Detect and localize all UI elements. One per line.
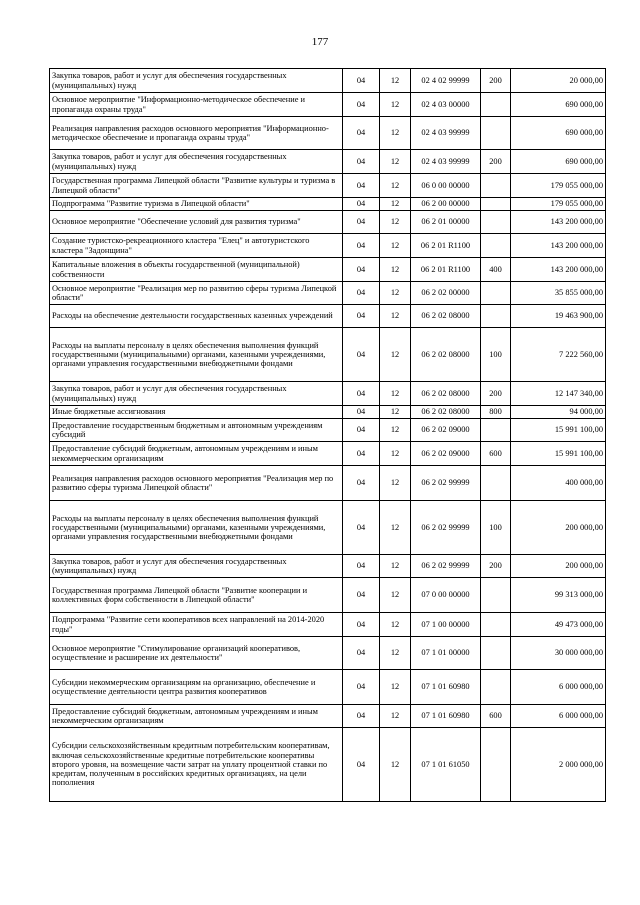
table-row: [50, 406, 606, 419]
row-subsection: 12: [380, 258, 411, 282]
row-name: Иные бюджетные ассигнования: [50, 406, 343, 419]
row-name: Расходы на обеспечение деятельности государственных казенных учреждений: [50, 305, 343, 328]
row-target-article: 07 0 00 00000: [411, 578, 481, 613]
row-name: Основное мероприятие "Информационно-методическое обеспечение и пропаганда охраны труда": [50, 93, 343, 117]
row-amount: 143 200 000,00: [511, 211, 606, 234]
row-name: Создание туристско-рекреационного кластера "Елец" и автотуристского кластера "Задонщина": [50, 234, 343, 258]
row-expense-type: [481, 282, 511, 305]
row-ved: 04: [343, 406, 380, 419]
row-target-article: 06 2 02 08000: [411, 328, 481, 382]
row-subsection: 12: [380, 466, 411, 501]
row-expense-type: 200: [481, 382, 511, 406]
row-target-article: 06 2 01 R1100: [411, 234, 481, 258]
row-subsection: 12: [380, 637, 411, 670]
row-amount: 15 991 100,00: [511, 442, 606, 466]
row-expense-type: 200: [481, 150, 511, 174]
row-name: Основное мероприятие "Реализация мер по развитию сферы туризма Липецкой области": [50, 282, 343, 305]
row-ved: 04: [343, 282, 380, 305]
row-subsection: 12: [380, 670, 411, 705]
row-expense-type: 600: [481, 442, 511, 466]
row-subsection: 12: [380, 555, 411, 578]
row-ved: 04: [343, 69, 380, 93]
table-row: [50, 637, 606, 670]
row-name: Реализация направления расходов основного мероприятия "Реализация мер по развитию сферы туризма Липецкой области": [50, 466, 343, 501]
row-ved: 04: [343, 501, 380, 555]
row-subsection: 12: [380, 728, 411, 802]
row-amount: 15 991 100,00: [511, 419, 606, 442]
table-row: [50, 728, 606, 802]
table-row: [50, 419, 606, 442]
row-target-article: 07 1 01 00000: [411, 637, 481, 670]
row-name: Предоставление государственным бюджетным и автономным учреждениям субсидий: [50, 419, 343, 442]
row-amount: 200 000,00: [511, 501, 606, 555]
row-name: Субсидии сельскохозяйственным кредитным потребительским кооперативам, включая сельскохозяйственные кредитные потребительские кооперативы второго уровня, на возмещение части затрат на уплату процентной ставки по кредитам, полученным в российских кредитных организациях, на цели пополнения: [50, 728, 343, 802]
row-ved: 04: [343, 442, 380, 466]
row-amount: 179 055 000,00: [511, 174, 606, 198]
row-target-article: 06 2 01 R1100: [411, 258, 481, 282]
table-row: [50, 211, 606, 234]
table-row: [50, 117, 606, 150]
table-row: [50, 613, 606, 637]
row-expense-type: [481, 578, 511, 613]
row-ved: 04: [343, 613, 380, 637]
row-subsection: 12: [380, 578, 411, 613]
row-expense-type: 200: [481, 555, 511, 578]
row-target-article: 06 2 02 09000: [411, 442, 481, 466]
row-ved: 04: [343, 328, 380, 382]
row-expense-type: 600: [481, 705, 511, 728]
row-subsection: 12: [380, 305, 411, 328]
row-ved: 04: [343, 705, 380, 728]
row-amount: 143 200 000,00: [511, 234, 606, 258]
row-ved: 04: [343, 305, 380, 328]
row-name: Основное мероприятие "Стимулирование организаций кооперативов, осуществление и расширение их деятельности": [50, 637, 343, 670]
row-name: Закупка товаров, работ и услуг для обеспечения государственных (муниципальных) нужд: [50, 555, 343, 578]
row-subsection: 12: [380, 69, 411, 93]
table-row: [50, 174, 606, 198]
row-target-article: 07 1 00 00000: [411, 613, 481, 637]
row-target-article: 02 4 03 00000: [411, 93, 481, 117]
row-target-article: 06 2 02 99999: [411, 555, 481, 578]
row-subsection: 12: [380, 234, 411, 258]
table-row: [50, 382, 606, 406]
row-ved: 04: [343, 419, 380, 442]
row-subsection: 12: [380, 93, 411, 117]
row-target-article: 06 2 02 08000: [411, 305, 481, 328]
row-ved: 04: [343, 637, 380, 670]
row-expense-type: [481, 728, 511, 802]
row-subsection: 12: [380, 406, 411, 419]
row-target-article: 02 4 03 99999: [411, 150, 481, 174]
row-target-article: 06 2 01 00000: [411, 211, 481, 234]
row-subsection: 12: [380, 442, 411, 466]
row-amount: 400 000,00: [511, 466, 606, 501]
row-ved: 04: [343, 670, 380, 705]
table-row: [50, 258, 606, 282]
row-amount: 179 055 000,00: [511, 198, 606, 211]
row-amount: 6 000 000,00: [511, 705, 606, 728]
row-amount: 99 313 000,00: [511, 578, 606, 613]
row-expense-type: [481, 174, 511, 198]
table-row: [50, 555, 606, 578]
row-ved: 04: [343, 211, 380, 234]
row-amount: 20 000,00: [511, 69, 606, 93]
row-target-article: 06 2 02 99999: [411, 501, 481, 555]
row-expense-type: [481, 211, 511, 234]
row-expense-type: 800: [481, 406, 511, 419]
row-ved: 04: [343, 117, 380, 150]
row-ved: 04: [343, 258, 380, 282]
row-ved: 04: [343, 150, 380, 174]
row-target-article: 06 2 02 09000: [411, 419, 481, 442]
table-body: [50, 69, 606, 802]
row-subsection: 12: [380, 501, 411, 555]
table-row: [50, 93, 606, 117]
row-amount: 12 147 340,00: [511, 382, 606, 406]
row-expense-type: [481, 419, 511, 442]
row-subsection: 12: [380, 282, 411, 305]
table-row: [50, 234, 606, 258]
row-amount: 690 000,00: [511, 150, 606, 174]
row-expense-type: 400: [481, 258, 511, 282]
row-amount: 30 000 000,00: [511, 637, 606, 670]
table-row: [50, 150, 606, 174]
row-expense-type: [481, 234, 511, 258]
row-name: Основное мероприятие "Обеспечение условий для развития туризма": [50, 211, 343, 234]
row-subsection: 12: [380, 328, 411, 382]
row-subsection: 12: [380, 382, 411, 406]
row-expense-type: 100: [481, 501, 511, 555]
table-row: [50, 305, 606, 328]
row-target-article: 07 1 01 60980: [411, 705, 481, 728]
row-name: Субсидии некоммерческим организациям на организацию, обеспечение и осуществление деятельности центра развития кооперативов: [50, 670, 343, 705]
row-subsection: 12: [380, 705, 411, 728]
row-ved: 04: [343, 578, 380, 613]
row-name: Расходы на выплаты персоналу в целях обеспечения выполнения функций государственными (муниципальными) органами, казенными учреждениями, органами управления государственными внебюджетными фондами: [50, 501, 343, 555]
row-expense-type: [481, 117, 511, 150]
table-row: [50, 705, 606, 728]
row-amount: 690 000,00: [511, 117, 606, 150]
row-target-article: 06 2 02 08000: [411, 382, 481, 406]
row-ved: 04: [343, 198, 380, 211]
table-row: [50, 282, 606, 305]
row-subsection: 12: [380, 613, 411, 637]
row-amount: 49 473 000,00: [511, 613, 606, 637]
table-row: [50, 69, 606, 93]
row-name: Предоставление субсидий бюджетным, автономным учреждениям и иным некоммерческим организациям: [50, 442, 343, 466]
table-row: [50, 442, 606, 466]
row-target-article: 06 0 00 00000: [411, 174, 481, 198]
table-row: [50, 501, 606, 555]
budget-table: [49, 68, 606, 802]
row-name: Подпрограмма "Развитие туризма в Липецкой области": [50, 198, 343, 211]
row-target-article: 06 2 02 99999: [411, 466, 481, 501]
table-row: [50, 198, 606, 211]
row-amount: 690 000,00: [511, 93, 606, 117]
row-ved: 04: [343, 234, 380, 258]
table-row: [50, 466, 606, 501]
row-expense-type: [481, 305, 511, 328]
row-name: Расходы на выплаты персоналу в целях обеспечения выполнения функций государственными (муниципальными) органами, казенными учреждениями, органами управления государственными внебюджетными фондами: [50, 328, 343, 382]
row-ved: 04: [343, 466, 380, 501]
row-expense-type: [481, 466, 511, 501]
row-amount: 2 000 000,00: [511, 728, 606, 802]
row-name: Капитальные вложения в объекты государственной (муниципальной) собственности: [50, 258, 343, 282]
row-subsection: 12: [380, 211, 411, 234]
row-amount: 143 200 000,00: [511, 258, 606, 282]
row-amount: 7 222 560,00: [511, 328, 606, 382]
row-amount: 94 000,00: [511, 406, 606, 419]
row-ved: 04: [343, 174, 380, 198]
row-subsection: 12: [380, 174, 411, 198]
row-target-article: 02 4 03 99999: [411, 117, 481, 150]
row-amount: 200 000,00: [511, 555, 606, 578]
row-amount: 6 000 000,00: [511, 670, 606, 705]
row-target-article: 02 4 02 99999: [411, 69, 481, 93]
row-name: Закупка товаров, работ и услуг для обеспечения государственных (муниципальных) нужд: [50, 150, 343, 174]
row-expense-type: 100: [481, 328, 511, 382]
table-row: [50, 670, 606, 705]
table-row: [50, 578, 606, 613]
row-target-article: 07 1 01 61050: [411, 728, 481, 802]
row-name: Закупка товаров, работ и услуг для обеспечения государственных (муниципальных) нужд: [50, 382, 343, 406]
row-expense-type: [481, 637, 511, 670]
row-name: Предоставление субсидий бюджетным, автономным учреждениям и иным некоммерческим организациям: [50, 705, 343, 728]
row-name: Государственная программа Липецкой области "Развитие кооперации и коллективных форм собственности в Липецкой области": [50, 578, 343, 613]
row-name: Подпрограмма "Развитие сети кооперативов всех направлений на 2014-2020 годы": [50, 613, 343, 637]
row-target-article: 06 2 02 08000: [411, 406, 481, 419]
row-subsection: 12: [380, 198, 411, 211]
table-row: [50, 328, 606, 382]
row-target-article: 06 2 00 00000: [411, 198, 481, 211]
row-ved: 04: [343, 555, 380, 578]
row-amount: 35 855 000,00: [511, 282, 606, 305]
row-amount: 19 463 900,00: [511, 305, 606, 328]
row-ved: 04: [343, 93, 380, 117]
row-expense-type: [481, 93, 511, 117]
row-expense-type: [481, 670, 511, 705]
row-name: Реализация направления расходов основного мероприятия "Информационно-методическое обеспечение и пропаганда охраны труда": [50, 117, 343, 150]
page-number: 177: [311, 36, 329, 48]
row-target-article: 07 1 01 60980: [411, 670, 481, 705]
row-target-article: 06 2 02 00000: [411, 282, 481, 305]
row-name: Закупка товаров, работ и услуг для обеспечения государственных (муниципальных) нужд: [50, 69, 343, 93]
row-expense-type: 200: [481, 69, 511, 93]
row-subsection: 12: [380, 150, 411, 174]
row-subsection: 12: [380, 117, 411, 150]
row-expense-type: [481, 613, 511, 637]
row-name: Государственная программа Липецкой области "Развитие культуры и туризма в Липецкой области": [50, 174, 343, 198]
row-ved: 04: [343, 728, 380, 802]
row-expense-type: [481, 198, 511, 211]
row-subsection: 12: [380, 419, 411, 442]
row-ved: 04: [343, 382, 380, 406]
